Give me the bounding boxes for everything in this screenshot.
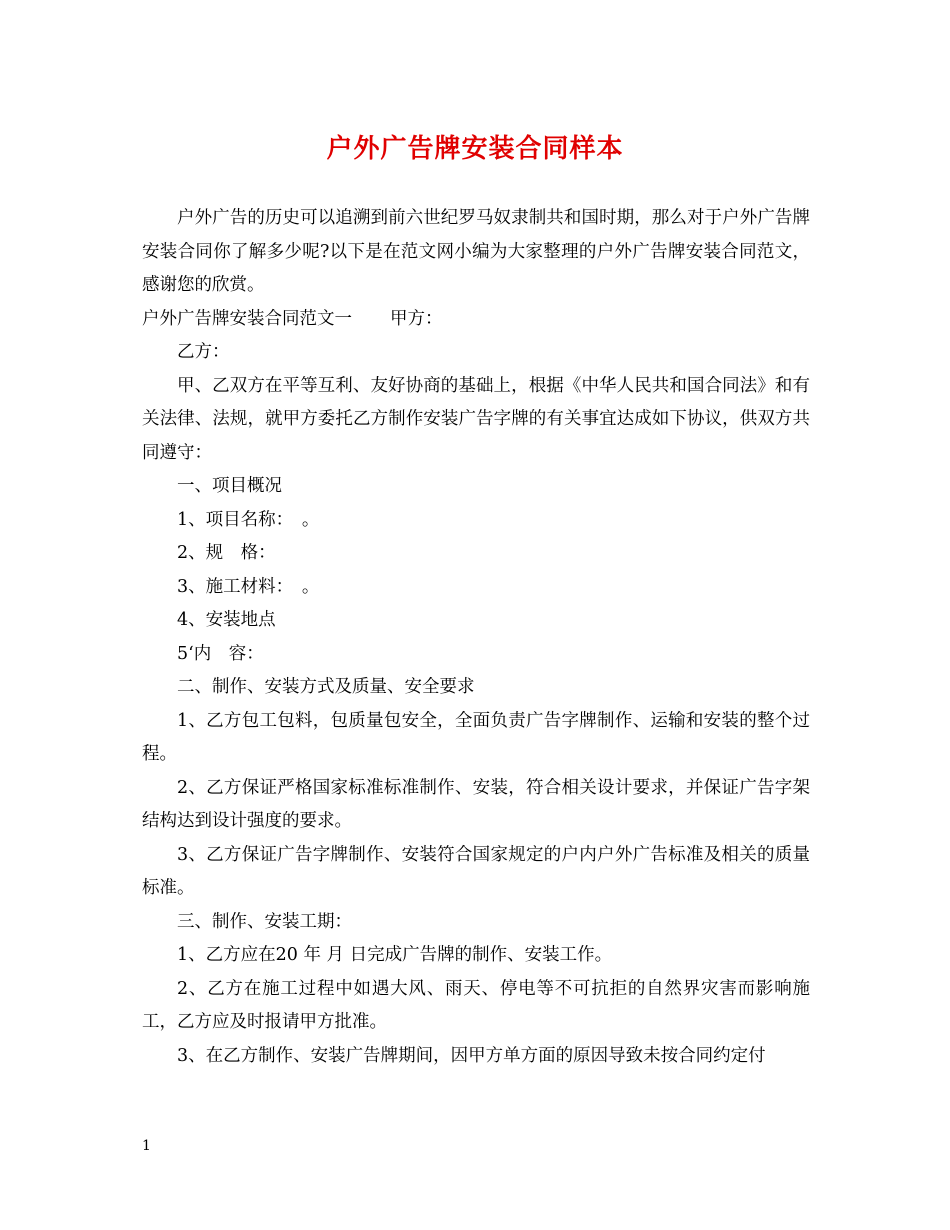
preamble-paragraph: 甲、乙双方在平等互利、友好协商的基础上，根据《中华人民共和国合同法》和有关法律、法规，就甲方委托乙方制作安装广告字牌的有关事宜达成如下协议，供双方共同遵守：	[142, 375, 810, 463]
clause-item: 4、安装地点	[177, 610, 276, 630]
intro-paragraph: 户外广告的历史可以追溯到前六世纪罗马奴隶制共和国时期，那么对于户外广告牌安装合同你了解多少呢?以下是在范文网小编为大家整理的户外广告牌安装合同范文，感谢您的欣赏。	[142, 208, 810, 295]
section-heading: 一、项目概况	[177, 476, 282, 496]
page-number: 1	[142, 1138, 151, 1154]
clause-item: 5‘内 容：	[177, 643, 264, 664]
clause-item: 1、乙方应在20 年 月 日完成广告牌的制作、安装工作。	[177, 945, 613, 965]
clause-item: 1、项目名称： 。	[177, 509, 320, 530]
clause-item: 1、乙方包工包料，包质量包安全，全面负责广告字牌制作、运输和安装的整个过程。	[142, 710, 810, 764]
document-body	[142, 202, 810, 1073]
section-heading: 三、制作、安装工期：	[177, 911, 352, 932]
clause-item: 3、施工材料： 。	[177, 576, 320, 597]
clause-item: 2、规 格：	[177, 543, 276, 563]
clause-item: 3、在乙方制作、安装广告牌期间，因甲方单方面的原因导致未按合同约定付	[177, 1045, 766, 1066]
section-heading: 二、制作、安装方式及质量、安全要求	[177, 677, 475, 697]
clause-item: 2、乙方保证严格国家标准标准制作、安装，符合相关设计要求，并保证广告字架结构达到设计强度的要求。	[142, 777, 810, 831]
sample-heading-line	[142, 303, 810, 337]
clause-item: 3、乙方保证广告字牌制作、安装符合国家规定的户内户外广告标准及相关的质量标准。	[142, 844, 810, 898]
party-a-label: 甲方：	[390, 308, 443, 329]
clause-item: 2、乙方在施工过程中如遇大风、雨天、停电等不可抗拒的自然界灾害而影响施工，乙方应及时报请甲方批准。	[142, 978, 810, 1032]
party-b-label: 乙方：	[177, 342, 230, 362]
document-title: 户外广告牌安装合同样本	[326, 134, 624, 164]
sample-heading: 户外广告牌安装合同范文一	[142, 308, 352, 329]
